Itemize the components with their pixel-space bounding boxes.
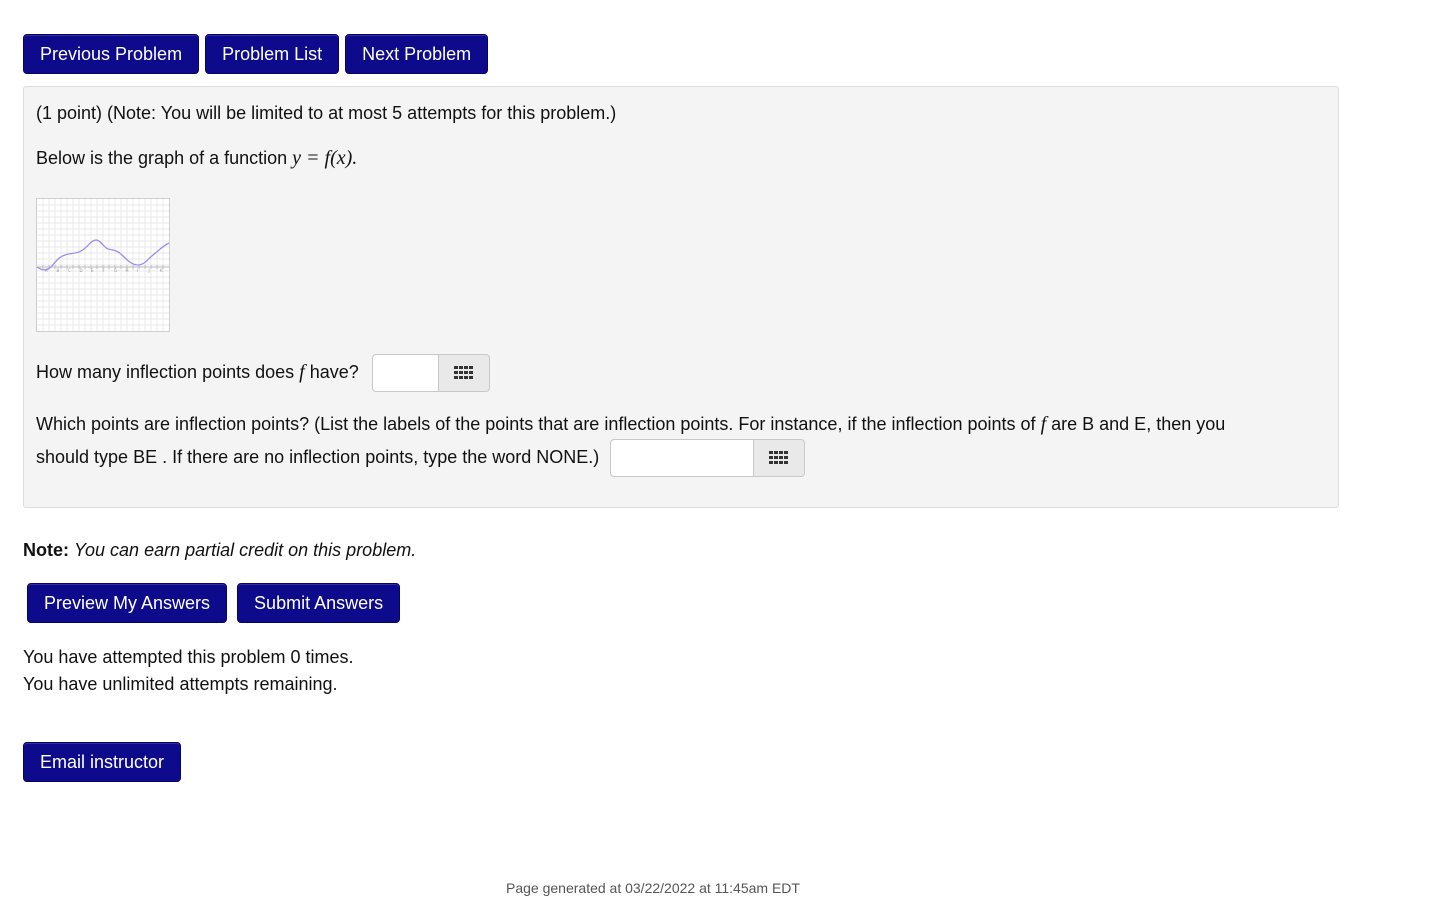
previous-problem-button[interactable]: Previous Problem bbox=[23, 34, 199, 74]
problem-intro bbox=[36, 146, 357, 170]
question-two-line-one bbox=[36, 412, 1225, 436]
answer-actions bbox=[27, 583, 400, 623]
attempt-status bbox=[23, 644, 354, 698]
intro-math: y = f(x). bbox=[292, 147, 358, 169]
preview-answers-button[interactable]: Preview My Answers bbox=[27, 583, 227, 623]
graph-point-label: B bbox=[56, 268, 60, 273]
grid-icon bbox=[454, 366, 474, 380]
graph-point-label: I bbox=[137, 268, 139, 273]
next-problem-button[interactable]: Next Problem bbox=[345, 34, 488, 74]
graph-point-label: E bbox=[91, 268, 94, 273]
email-instructor-button[interactable]: Email instructor bbox=[23, 742, 181, 782]
graph-point-label: K bbox=[160, 268, 163, 273]
q2-equation-editor-button[interactable] bbox=[753, 439, 805, 477]
q1-answer-group bbox=[372, 354, 490, 392]
q1-equation-editor-button[interactable] bbox=[438, 354, 490, 392]
function-graph-svg bbox=[37, 199, 169, 331]
problem-panel bbox=[23, 86, 1339, 508]
note-label: Note: bbox=[23, 540, 69, 560]
problem-navigation bbox=[23, 34, 488, 74]
q1-text-after: have? bbox=[304, 362, 359, 382]
q2-answer-group bbox=[610, 439, 805, 477]
question-two-line-two bbox=[36, 438, 805, 477]
graph-point-label: A bbox=[45, 268, 48, 273]
q2-math-f: f bbox=[1040, 413, 1047, 435]
graph-point-label: F bbox=[102, 268, 105, 273]
intro-text: Below is the graph of a function bbox=[36, 148, 293, 168]
question-one bbox=[36, 353, 490, 392]
inflection-count-input[interactable] bbox=[372, 354, 438, 392]
graph-point-label: D bbox=[79, 268, 83, 273]
partial-credit-note bbox=[23, 540, 416, 561]
problem-header: (1 point) (Note: You will be limited to at most 5 attempts for this problem.) bbox=[36, 103, 617, 123]
q1-math-f: f bbox=[299, 361, 305, 383]
q2-text-part2: are B and E, then you bbox=[1046, 414, 1226, 434]
submit-answers-button[interactable]: Submit Answers bbox=[237, 583, 400, 623]
graph-point-label: H bbox=[125, 268, 129, 273]
remaining-text: You have unlimited attempts remaining. bbox=[23, 674, 338, 694]
graph-point-label: G bbox=[114, 268, 118, 273]
graph-point-label: J bbox=[148, 268, 150, 273]
note-text: You can earn partial credit on this problem. bbox=[74, 540, 417, 560]
q1-text-before: How many inflection points does bbox=[36, 362, 300, 382]
grid-icon bbox=[769, 451, 789, 465]
graph-point-label: C bbox=[68, 268, 71, 273]
q2-text-part1: Which points are inflection points? (List the labels of the points that are inflection points. For instance, if the inflection points of bbox=[36, 414, 1041, 434]
problem-list-button[interactable]: Problem List bbox=[205, 34, 339, 74]
q2-line2-text: should type BE . If there are no inflection points, type the word NONE.) bbox=[36, 447, 600, 467]
page-footer: Page generated at 03/22/2022 at 11:45am EDT bbox=[506, 880, 800, 896]
inflection-points-input[interactable] bbox=[610, 439, 753, 477]
email-section bbox=[23, 742, 181, 782]
attempted-text: You have attempted this problem 0 times. bbox=[23, 647, 354, 667]
function-graph[interactable] bbox=[36, 198, 170, 332]
